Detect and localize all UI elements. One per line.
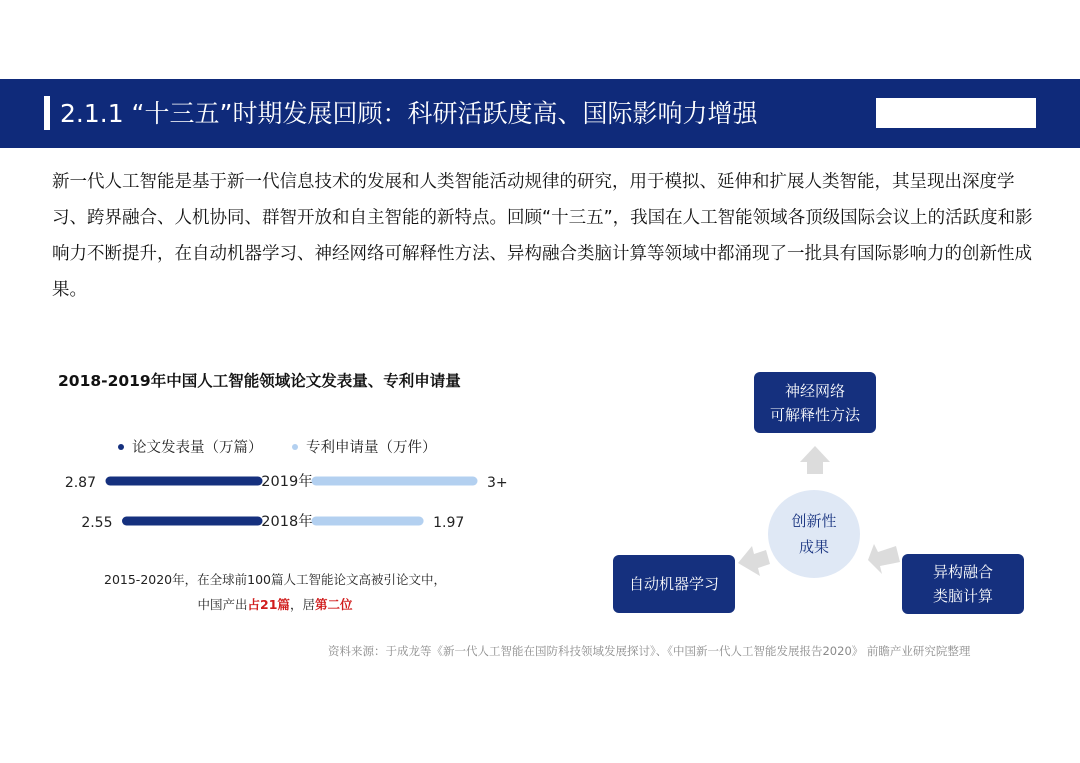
node-right-line1: 异构融合 [932,563,993,581]
data-label-patents-1: 1.97 [433,515,465,531]
note-highlight-count: 占21篇 [247,597,290,612]
intro-paragraph: 新一代人工智能是基于新一代信息技术的发展和人类智能活动规律的研究，用于模拟、延伸和扩展人类智能，其呈现出深度学习、跨界融合、人机协同、群智开放和自主智能的新特点。回顾“十三五”，我国在人工智能领域各顶级国际会议上的活跃度和影响力不断提升，在自动机器学习、神经网络可解释性方法、异构融合类脑计算等领域中都涌现了一批具有国际影响力的创新性成果。 [52,172,1033,300]
arrow-right-icon [868,544,900,574]
node-heterogeneous-brain-computing [902,554,1024,614]
category-label-1: 2018年 [261,514,313,530]
legend-patents-label: 专利申请量（万件） [306,440,437,456]
chart-note-line1: 2015-2020年，在全球前100篇人工智能论文高被引论文中， [104,572,446,587]
node-right-line2: 类脑计算 [932,587,993,605]
node-automl [613,555,735,613]
node-top-line1: 神经网络 [784,381,845,400]
legend-papers-label: 论文发表量（万篇） [132,440,263,456]
data-label-patents-0: 3+ [487,475,508,491]
node-center-line1: 创新性 [791,512,837,530]
arrow-up-icon [800,446,830,474]
source-note: 资料来源：于成龙等《新一代人工智能在国防科技领域发展探讨》、《中国新一代人工智能发展报告2020》 前瞻产业研究院整理 [328,644,971,658]
node-innovation-results [768,490,860,578]
section-title: 2.1.1 “十三五”时期发展回顾：科研活跃度高、国际影响力增强 [60,99,758,128]
note-highlight-rank: 第二位 [314,597,353,612]
note-prefix: 中国产出 [197,597,248,612]
node-neural-network-interpretability [754,372,876,433]
data-label-papers-1: 2.55 [81,515,113,531]
chart-title: 2018-2019年中国人工智能领域论文发表量、专利申请量 [58,372,461,390]
node-top-line2: 可解释性方法 [769,405,860,424]
note-mid: ，居 [289,597,315,612]
data-label-papers-0: 2.87 [64,475,96,491]
category-label-0: 2019年 [261,474,313,490]
node-center-line2: 成果 [798,538,829,556]
node-left-line1: 自动机器学习 [628,575,719,593]
arrow-left-icon [738,546,770,576]
